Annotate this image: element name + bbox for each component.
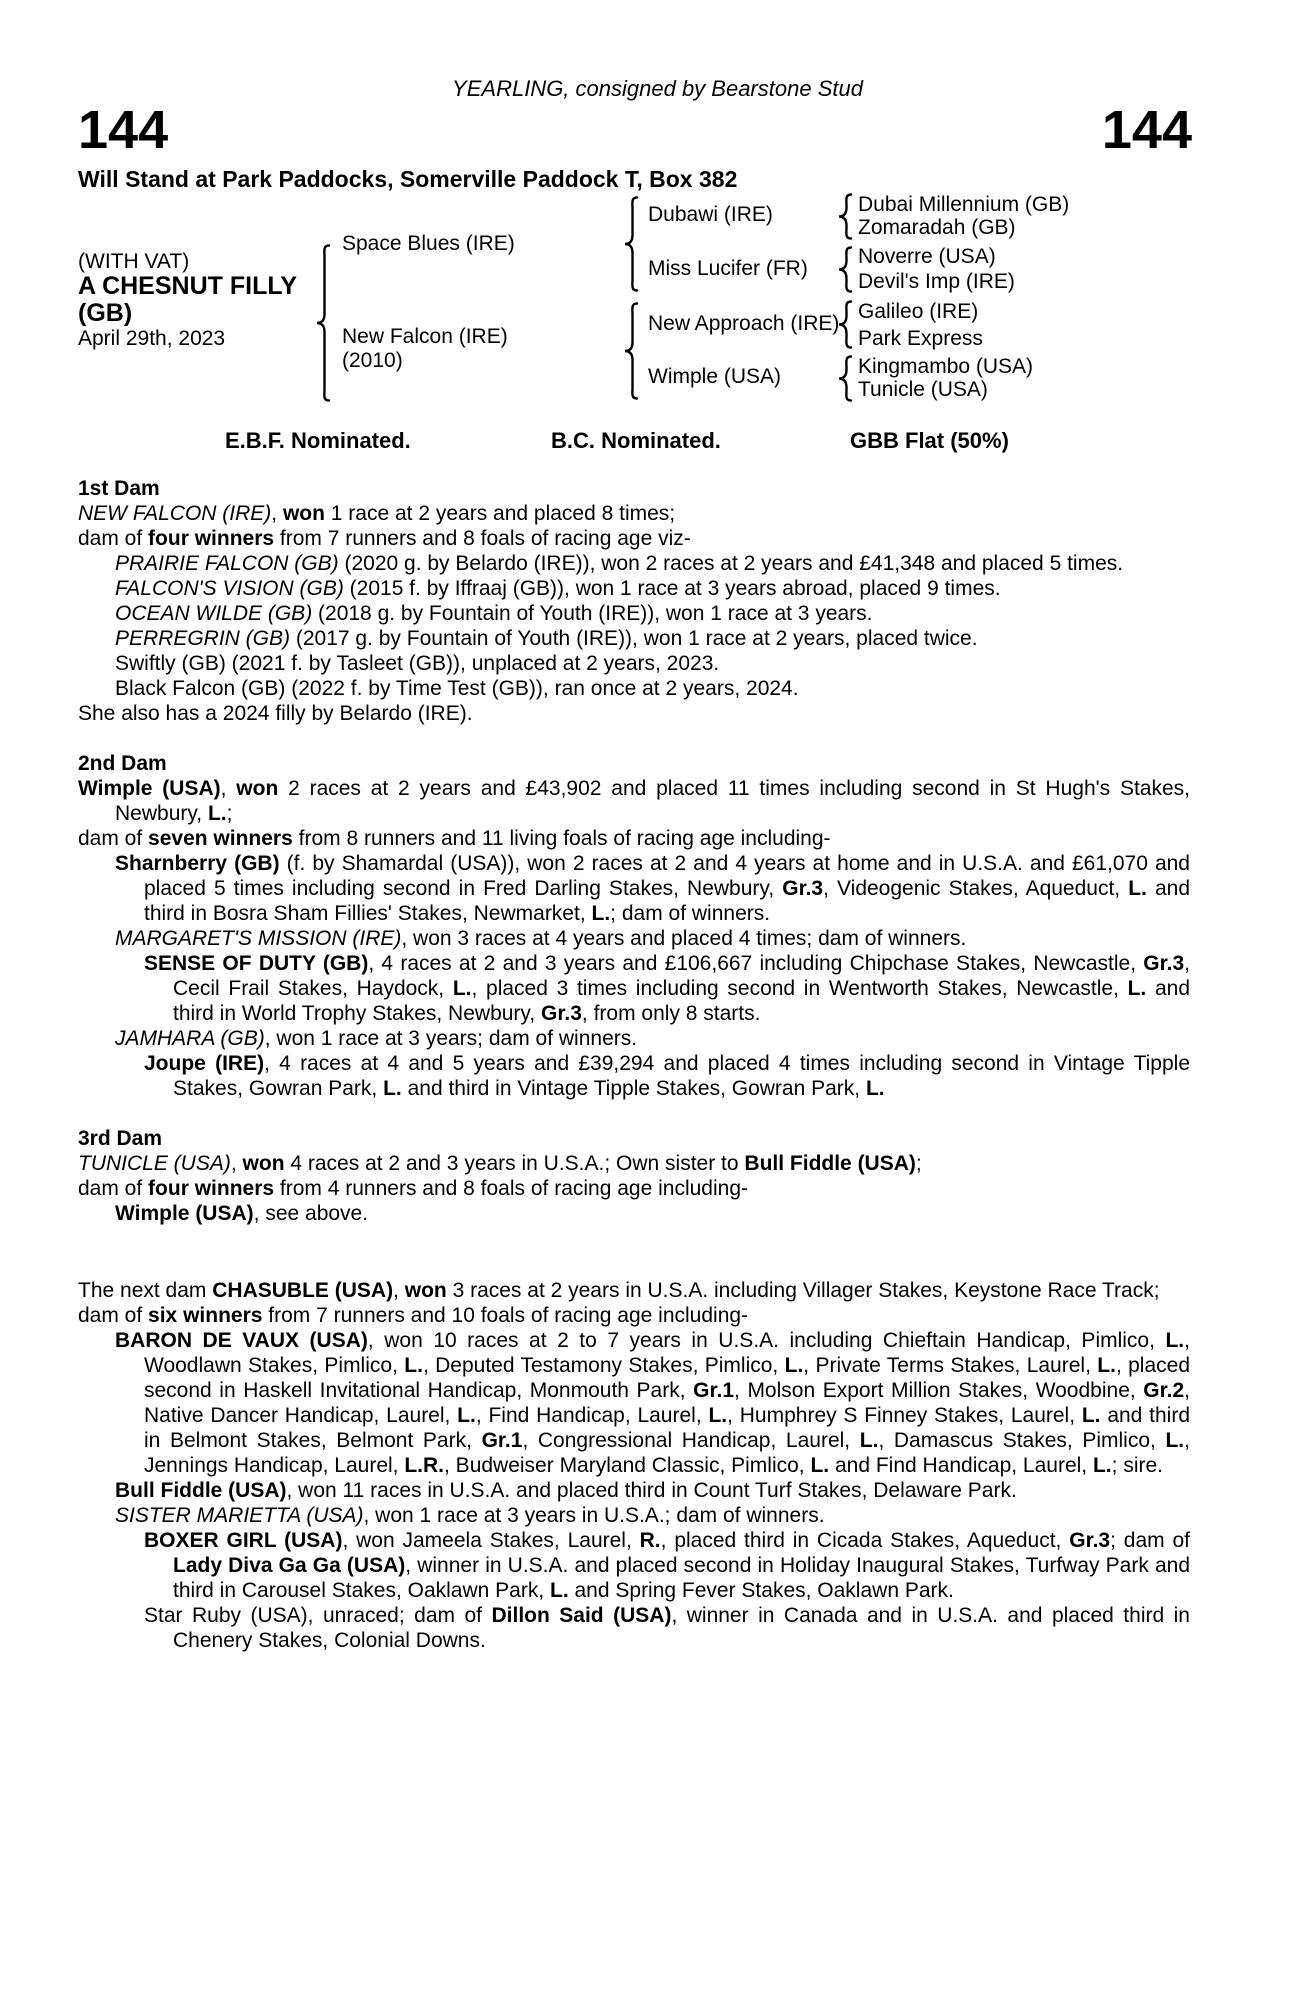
text-segment: L.: [207, 802, 227, 825]
lot-number-right: 144: [1101, 100, 1192, 160]
text-segment: , won 1 race at 3 years in U.S.A.; dam of winners.: [363, 1504, 825, 1527]
sire-name: Space Blues (IRE): [342, 232, 515, 255]
great-grandparent: Zomaradah (GB): [858, 216, 1016, 239]
text-segment: 1 race at 2 years and placed 8 times;: [324, 502, 676, 525]
text-segment: six winners: [148, 1304, 263, 1327]
nominations-line: [0, 428, 1315, 456]
text-segment: L.: [784, 1354, 804, 1377]
text-segment: seven winners: [148, 827, 293, 850]
gbb-flat-label: GBB Flat (50%): [850, 428, 1009, 453]
text-segment: BOXER GIRL (USA): [144, 1529, 343, 1552]
pedigree-paragraph: [78, 551, 1190, 576]
text-segment: and third in Vintage Tipple Stakes, Gowran Park,: [401, 1077, 866, 1100]
pedigree-paragraph: [78, 601, 1190, 626]
pedigree-paragraph: [78, 501, 1190, 526]
text-segment: from 4 runners and 8 foals of racing age including-: [274, 1177, 748, 1200]
text-segment: , won 1 race at 3 years; dam of winners.: [264, 1027, 638, 1050]
text-segment: 4 races at 2 and 3 years in U.S.A.; Own sister to: [284, 1152, 745, 1175]
text-segment: L.: [404, 1354, 423, 1377]
text-segment: Gr.2: [1143, 1379, 1185, 1402]
pedigree-paragraph: [78, 526, 1190, 551]
grandsire-paternal: Dubawi (IRE): [648, 203, 773, 226]
great-grandparent: Devil's Imp (IRE): [858, 270, 1015, 293]
pedigree-paragraph: [78, 1151, 1190, 1176]
text-segment: dam of: [78, 1304, 149, 1327]
third-dam-section: [78, 1126, 1190, 1226]
granddam-maternal: Wimple (USA): [648, 365, 782, 388]
text-segment: Star Ruby (USA), unraced; dam of: [144, 1604, 492, 1627]
pedigree-paragraph: [78, 626, 1190, 651]
text-segment: , Humphrey S Finney Stakes, Laurel,: [727, 1404, 1082, 1427]
text-segment: , Native Dancer Handicap, Laurel,: [144, 1379, 1191, 1427]
lot-number-left: 144: [78, 100, 169, 160]
section-heading: 1st Dam: [78, 477, 160, 500]
dam-name: New Falcon (IRE): [342, 325, 508, 348]
text-segment: L.: [452, 977, 472, 1000]
great-grandparent: Galileo (IRE): [858, 300, 979, 323]
bc-nominated-label: B.C. Nominated.: [551, 428, 721, 453]
text-segment: JAMHARA (GB): [115, 1027, 265, 1050]
text-segment: , winner in U.S.A. and placed second in Holiday Inaugural Stakes, Turfway Park and third in Carousel Stakes, Oaklawn Park,: [173, 1554, 1191, 1602]
pedigree-paragraph: [78, 1201, 1190, 1226]
text-segment: Joupe (IRE): [144, 1052, 265, 1075]
text-segment: L.: [1127, 977, 1147, 1000]
text-segment: , from only 8 starts.: [581, 1002, 761, 1025]
text-segment: L.: [708, 1404, 728, 1427]
text-segment: (2015 f. by Iffraaj (GB)), won 1 race at 3 years abroad, placed 9 times.: [343, 577, 1001, 600]
great-grandparent: Dubai Millennium (GB): [858, 193, 1070, 216]
section-heading: 3rd Dam: [78, 1127, 163, 1150]
text-segment: PERREGRIN (GB): [115, 627, 291, 650]
text-segment: , Congressional Handicap, Laurel,: [522, 1429, 860, 1452]
great-grandparent: Noverre (USA): [858, 245, 996, 268]
text-segment: (2017 g. by Fountain of Youth (IRE)), won 1 race at 2 years, placed twice.: [290, 627, 978, 650]
text-segment: L.: [1165, 1329, 1185, 1352]
text-segment: from 8 runners and 11 living foals of racing age including-: [292, 827, 831, 850]
text-segment: Dillon Said (USA): [491, 1604, 672, 1627]
text-segment: L.: [550, 1579, 569, 1602]
text-segment: Bull Fiddle (USA): [744, 1152, 916, 1175]
pedigree-paragraph: [78, 951, 1190, 1026]
text-segment: L.: [1097, 1354, 1116, 1377]
pedigree-tree: [0, 194, 1315, 408]
text-segment: 3 races at 2 years in U.S.A. including Villager Stakes, Keystone Race Track;: [446, 1279, 1160, 1302]
pedigree-paragraph: [78, 1278, 1190, 1303]
pedigree-paragraph: [78, 676, 1190, 701]
text-segment: won: [242, 1152, 285, 1175]
text-segment: L.: [1092, 1454, 1112, 1477]
text-segment: L.: [591, 902, 611, 925]
text-segment: (2020 g. by Belardo (IRE)), won 2 races at 2 years and £41,348 and placed 5 times.: [338, 552, 1124, 575]
text-segment: Gr.3: [541, 1002, 582, 1025]
horse-name: A CHESNUT FILLY: [78, 272, 297, 300]
text-segment: dam of: [78, 527, 149, 550]
text-segment: Gr.3: [782, 877, 824, 900]
text-segment: Swiftly (GB) (2021 f. by Tasleet (GB)), unplaced at 2 years, 2023.: [115, 652, 720, 675]
pedigree-paragraph: [78, 1503, 1190, 1528]
pedigree-paragraph: [78, 1026, 1190, 1051]
text-segment: Gr.3: [1143, 952, 1185, 975]
text-segment: Gr.1: [693, 1379, 735, 1402]
pedigree-paragraph: [78, 1478, 1190, 1503]
text-segment: L.: [457, 1404, 476, 1427]
horse-suffix: (GB): [78, 299, 133, 327]
text-segment: L.: [1165, 1429, 1185, 1452]
text-segment: TUNICLE (USA): [78, 1152, 231, 1175]
text-segment: OCEAN WILDE (GB): [115, 602, 313, 625]
text-segment: L.: [810, 1454, 830, 1477]
text-segment: The next dam: [78, 1279, 213, 1302]
text-segment: R.: [639, 1529, 661, 1552]
text-segment: and third in Belmont Stakes, Belmont Park,: [144, 1404, 1190, 1452]
text-segment: MARGARET'S MISSION (IRE): [115, 927, 402, 950]
granddam-paternal: Miss Lucifer (FR): [648, 257, 808, 280]
text-segment: , Videogenic Stakes, Aqueduct,: [823, 877, 1129, 900]
great-grandparent: Kingmambo (USA): [858, 355, 1034, 378]
text-segment: , Damascus Stakes, Pimlico,: [878, 1429, 1166, 1452]
text-segment: Gr.1: [481, 1429, 523, 1452]
dam-year: (2010): [342, 349, 403, 372]
great-grandparent: Tunicle (USA): [858, 378, 988, 401]
brace-icon: [620, 302, 642, 406]
text-segment: , won 3 races at 4 years and placed 4 times; dam of winners.: [401, 927, 967, 950]
ebf-nominated-label: E.B.F. Nominated.: [225, 428, 411, 453]
text-segment: SENSE OF DUTY (GB): [144, 952, 369, 975]
text-segment: Wimple (USA): [115, 1202, 254, 1225]
brace-icon: [312, 244, 334, 408]
text-segment: four winners: [148, 1177, 275, 1200]
text-segment: L.: [1081, 1404, 1101, 1427]
brace-icon: [834, 193, 856, 246]
text-segment: ,: [220, 777, 237, 800]
next-dam-section: [78, 1278, 1190, 1653]
pedigree-paragraph: [78, 826, 1190, 851]
stand-location-line: Will Stand at Park Paddocks, Somerville Paddock T, Box 382: [78, 166, 738, 192]
text-segment: , placed 3 times including second in Wentworth Stakes, Newcastle,: [471, 977, 1128, 1000]
text-segment: L.: [383, 1077, 402, 1100]
text-segment: dam of: [78, 827, 149, 850]
text-segment: BARON DE VAUX (USA): [115, 1329, 368, 1352]
text-segment: She also has a 2024 filly by Belardo (IRE).: [78, 702, 473, 725]
text-segment: and third in World Trophy Stakes, Newbury,: [173, 977, 1191, 1025]
text-segment: and third in Bosra Sham Fillies' Stakes, Newmarket,: [144, 877, 1190, 925]
pedigree-paragraph: [78, 701, 1190, 726]
text-segment: , Deputed Testamony Stakes, Pimlico,: [422, 1354, 785, 1377]
text-segment: ; dam of winners.: [610, 902, 771, 925]
text-segment: , see above.: [253, 1202, 369, 1225]
brace-icon: [834, 246, 856, 299]
text-segment: Wimple (USA): [78, 777, 221, 800]
text-segment: , winner in Canada and in U.S.A. and placed third in Chenery Stakes, Colonial Downs.: [173, 1604, 1190, 1652]
text-segment: won: [236, 777, 279, 800]
text-segment: and Spring Fever Stakes, Oaklawn Park.: [568, 1579, 954, 1602]
text-segment: SISTER MARIETTA (USA): [115, 1504, 364, 1527]
text-segment: , won 11 races in U.S.A. and placed third in Count Turf Stakes, Delaware Park.: [286, 1479, 1017, 1502]
text-segment: ,: [271, 502, 283, 525]
text-segment: L.: [1128, 877, 1147, 900]
text-segment: ,: [393, 1279, 405, 1302]
brace-icon: [834, 355, 856, 408]
pedigree-paragraph: [78, 576, 1190, 601]
vat-note: (WITH VAT): [78, 250, 190, 273]
pedigree-paragraph: [78, 776, 1190, 826]
pedigree-paragraph: [78, 926, 1190, 951]
text-segment: NEW FALCON (IRE): [78, 502, 272, 525]
text-segment: Black Falcon (GB) (2022 f. by Time Test (GB)), ran once at 2 years, 2024.: [115, 677, 799, 700]
text-segment: won: [404, 1279, 447, 1302]
pedigree-paragraph: [78, 1328, 1190, 1478]
foal-date: April 29th, 2023: [78, 327, 226, 350]
section-heading: 2nd Dam: [78, 752, 167, 775]
text-segment: dam of: [78, 1177, 149, 1200]
text-segment: Bull Fiddle (USA): [115, 1479, 287, 1502]
text-segment: FALCON'S VISION (GB): [115, 577, 344, 600]
text-segment: four winners: [148, 527, 275, 550]
consignor-line: YEARLING, consigned by Bearstone Stud: [452, 76, 863, 101]
text-segment: L.: [859, 1429, 879, 1452]
text-segment: , Woodlawn Stakes, Pimlico,: [144, 1329, 1190, 1377]
text-segment: L.R.: [404, 1454, 445, 1477]
text-segment: , placed second in Haskell Invitational Handicap, Monmouth Park,: [144, 1354, 1191, 1402]
text-segment: , Molson Export Million Stakes, Woodbine,: [734, 1379, 1144, 1402]
text-segment: , Budweiser Maryland Classic, Pimlico,: [444, 1454, 811, 1477]
text-segment: , 4 races at 2 and 3 years and £106,667 including Chipchase Stakes, Newcastle,: [368, 952, 1144, 975]
text-segment: , Jennings Handicap, Laurel,: [144, 1429, 1190, 1477]
text-segment: , Find Handicap, Laurel,: [475, 1404, 709, 1427]
text-segment: from 7 runners and 8 foals of racing age viz-: [274, 527, 691, 550]
text-segment: (f. by Shamardal (USA)), won 2 races at 2 and 4 years at home and in U.S.A. and £61,070 and placed 5 times including second in Fred Darling Stakes, Newbury,: [144, 852, 1190, 900]
grandsire-maternal: New Approach (IRE): [648, 312, 840, 335]
brace-icon: [620, 196, 642, 298]
text-segment: ;: [226, 802, 233, 825]
text-segment: PRAIRIE FALCON (GB): [115, 552, 339, 575]
great-grandparent: Park Express: [858, 327, 983, 350]
text-segment: ;: [915, 1152, 922, 1175]
text-segment: (2018 g. by Fountain of Youth (IRE)), won 1 race at 3 years.: [312, 602, 873, 625]
second-dam-section: [78, 751, 1190, 1101]
text-segment: ,: [230, 1152, 243, 1175]
text-segment: , Private Terms Stakes, Laurel,: [803, 1354, 1098, 1377]
text-segment: , won 10 races at 2 to 7 years in U.S.A. including Chieftain Handicap, Pimlico,: [367, 1329, 1166, 1352]
pedigree-paragraph: [78, 1051, 1190, 1101]
pedigree-paragraph: [78, 1176, 1190, 1201]
pedigree-paragraph: [78, 651, 1190, 676]
text-segment: from 7 runners and 10 foals of racing age including-: [262, 1304, 749, 1327]
text-segment: won: [282, 502, 325, 525]
text-segment: ; sire.: [1111, 1454, 1163, 1477]
text-segment: , won Jameela Stakes, Laurel,: [342, 1529, 640, 1552]
first-dam-section: [78, 476, 1190, 726]
lot-number-row: [78, 100, 1192, 160]
pedigree-text-body: [78, 476, 1190, 1653]
text-segment: CHASUBLE (USA): [212, 1279, 394, 1302]
text-segment: , placed third in Cicada Stakes, Aqueduct,: [660, 1529, 1070, 1552]
text-segment: Gr.3: [1069, 1529, 1111, 1552]
text-segment: 2 races at 2 years and £43,902 and placed 11 times including second in St Hugh's Stakes, Newbury,: [115, 777, 1190, 825]
text-segment: Sharnberry (GB): [115, 852, 280, 875]
text-segment: ; dam of: [1110, 1529, 1190, 1552]
text-segment: and Find Handicap, Laurel,: [829, 1454, 1093, 1477]
text-segment: Lady Diva Ga Ga (USA): [173, 1554, 406, 1577]
text-segment: , Cecil Frail Stakes, Haydock,: [173, 952, 1190, 1000]
pedigree-paragraph: [78, 1528, 1190, 1603]
pedigree-paragraph: [78, 1303, 1190, 1328]
pedigree-paragraph: [78, 851, 1190, 926]
text-segment: , 4 races at 4 and 5 years and £39,294 and placed 4 times including second in Vintage Tipple Stakes, Gowran Park,: [173, 1052, 1191, 1100]
pedigree-paragraph: [78, 1603, 1190, 1653]
text-segment: L.: [865, 1077, 885, 1100]
